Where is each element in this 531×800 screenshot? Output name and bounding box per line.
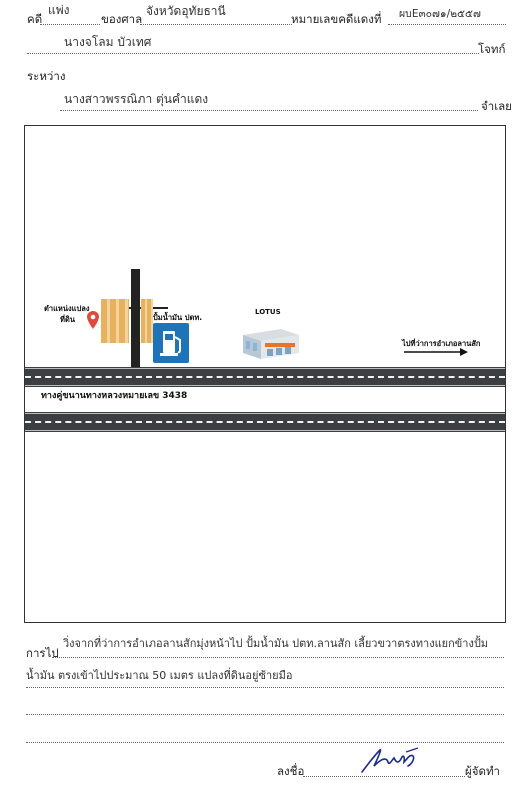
signature-label: ลงชื่อ: [277, 764, 305, 778]
road-label: ทางคู่ขนานทางหลวงหมายเลข 3438: [41, 391, 188, 401]
plot-label-line1: ตำแหน่งแปลง: [44, 304, 90, 313]
court-dotline: [140, 24, 292, 25]
defendant-name: นางสาวพรรณิภา ตุ่นคำแดง: [64, 92, 209, 106]
plaintiff-name: นางจโลม บัวเทศ: [64, 35, 152, 49]
parallel-road: [25, 412, 505, 432]
store-label: LOTUS: [255, 308, 281, 316]
handwritten-signature: [358, 744, 422, 778]
gas-station-label: ปั้มน้ำมัน ปตท.: [153, 313, 203, 322]
directions-dotline4: [26, 742, 504, 743]
land-plot-neighbor: [141, 299, 153, 343]
directions-dotline1: [52, 657, 504, 658]
land-plot: [101, 299, 129, 343]
directions-line2: น้ำมัน ตรงเข้าไปประมาณ 50 เมตร แปลงที่ดินอยู่ซ้ายมือ: [26, 669, 293, 682]
red-case-label: หมายเลขคดีแดงที่: [291, 12, 382, 26]
plot-label-line2: ที่ดิน: [60, 315, 75, 324]
directions-dotline3: [26, 714, 504, 715]
signature-role: ผู้จัดทำ: [465, 764, 500, 778]
court-label: ของศาล: [101, 12, 143, 26]
gas-station-icon: [153, 323, 189, 363]
case-type-value: แพ่ง: [48, 3, 70, 17]
plaintiff-dotline: [27, 53, 479, 54]
side-road: [131, 269, 140, 367]
directions-dotline2: [26, 687, 504, 688]
between-label: ระหว่าง: [27, 69, 66, 83]
plaintiff-role: โจทก์: [478, 42, 506, 56]
defendant-role: จำเลย: [481, 99, 512, 113]
arrow-right-icon: [404, 347, 468, 357]
court-name-value: จังหวัดอุทัยธานี: [146, 4, 226, 18]
location-map: [24, 125, 506, 623]
direction-label: ไปที่ว่าการอำเภอลานสัก: [402, 339, 481, 348]
store-building-icon: [243, 321, 301, 359]
red-case-dotline: [388, 24, 506, 25]
defendant-dotline: [60, 110, 478, 111]
case-type-dotline: [40, 24, 100, 25]
directions-label: การไป: [26, 646, 59, 660]
red-case-no-value: ผบE๓๐๗๑/๒๕๕๗: [399, 8, 481, 20]
case-label: คดี: [27, 12, 43, 26]
directions-line1: วิ่งจากที่ว่าการอำเภอลานสักมุ่งหน้าไป ปั้มน้ำมัน ปตท.ลานสัก เลี้ยวขวาตรงทางแยกข้างปั้ม: [63, 637, 489, 650]
main-road: [25, 367, 505, 387]
